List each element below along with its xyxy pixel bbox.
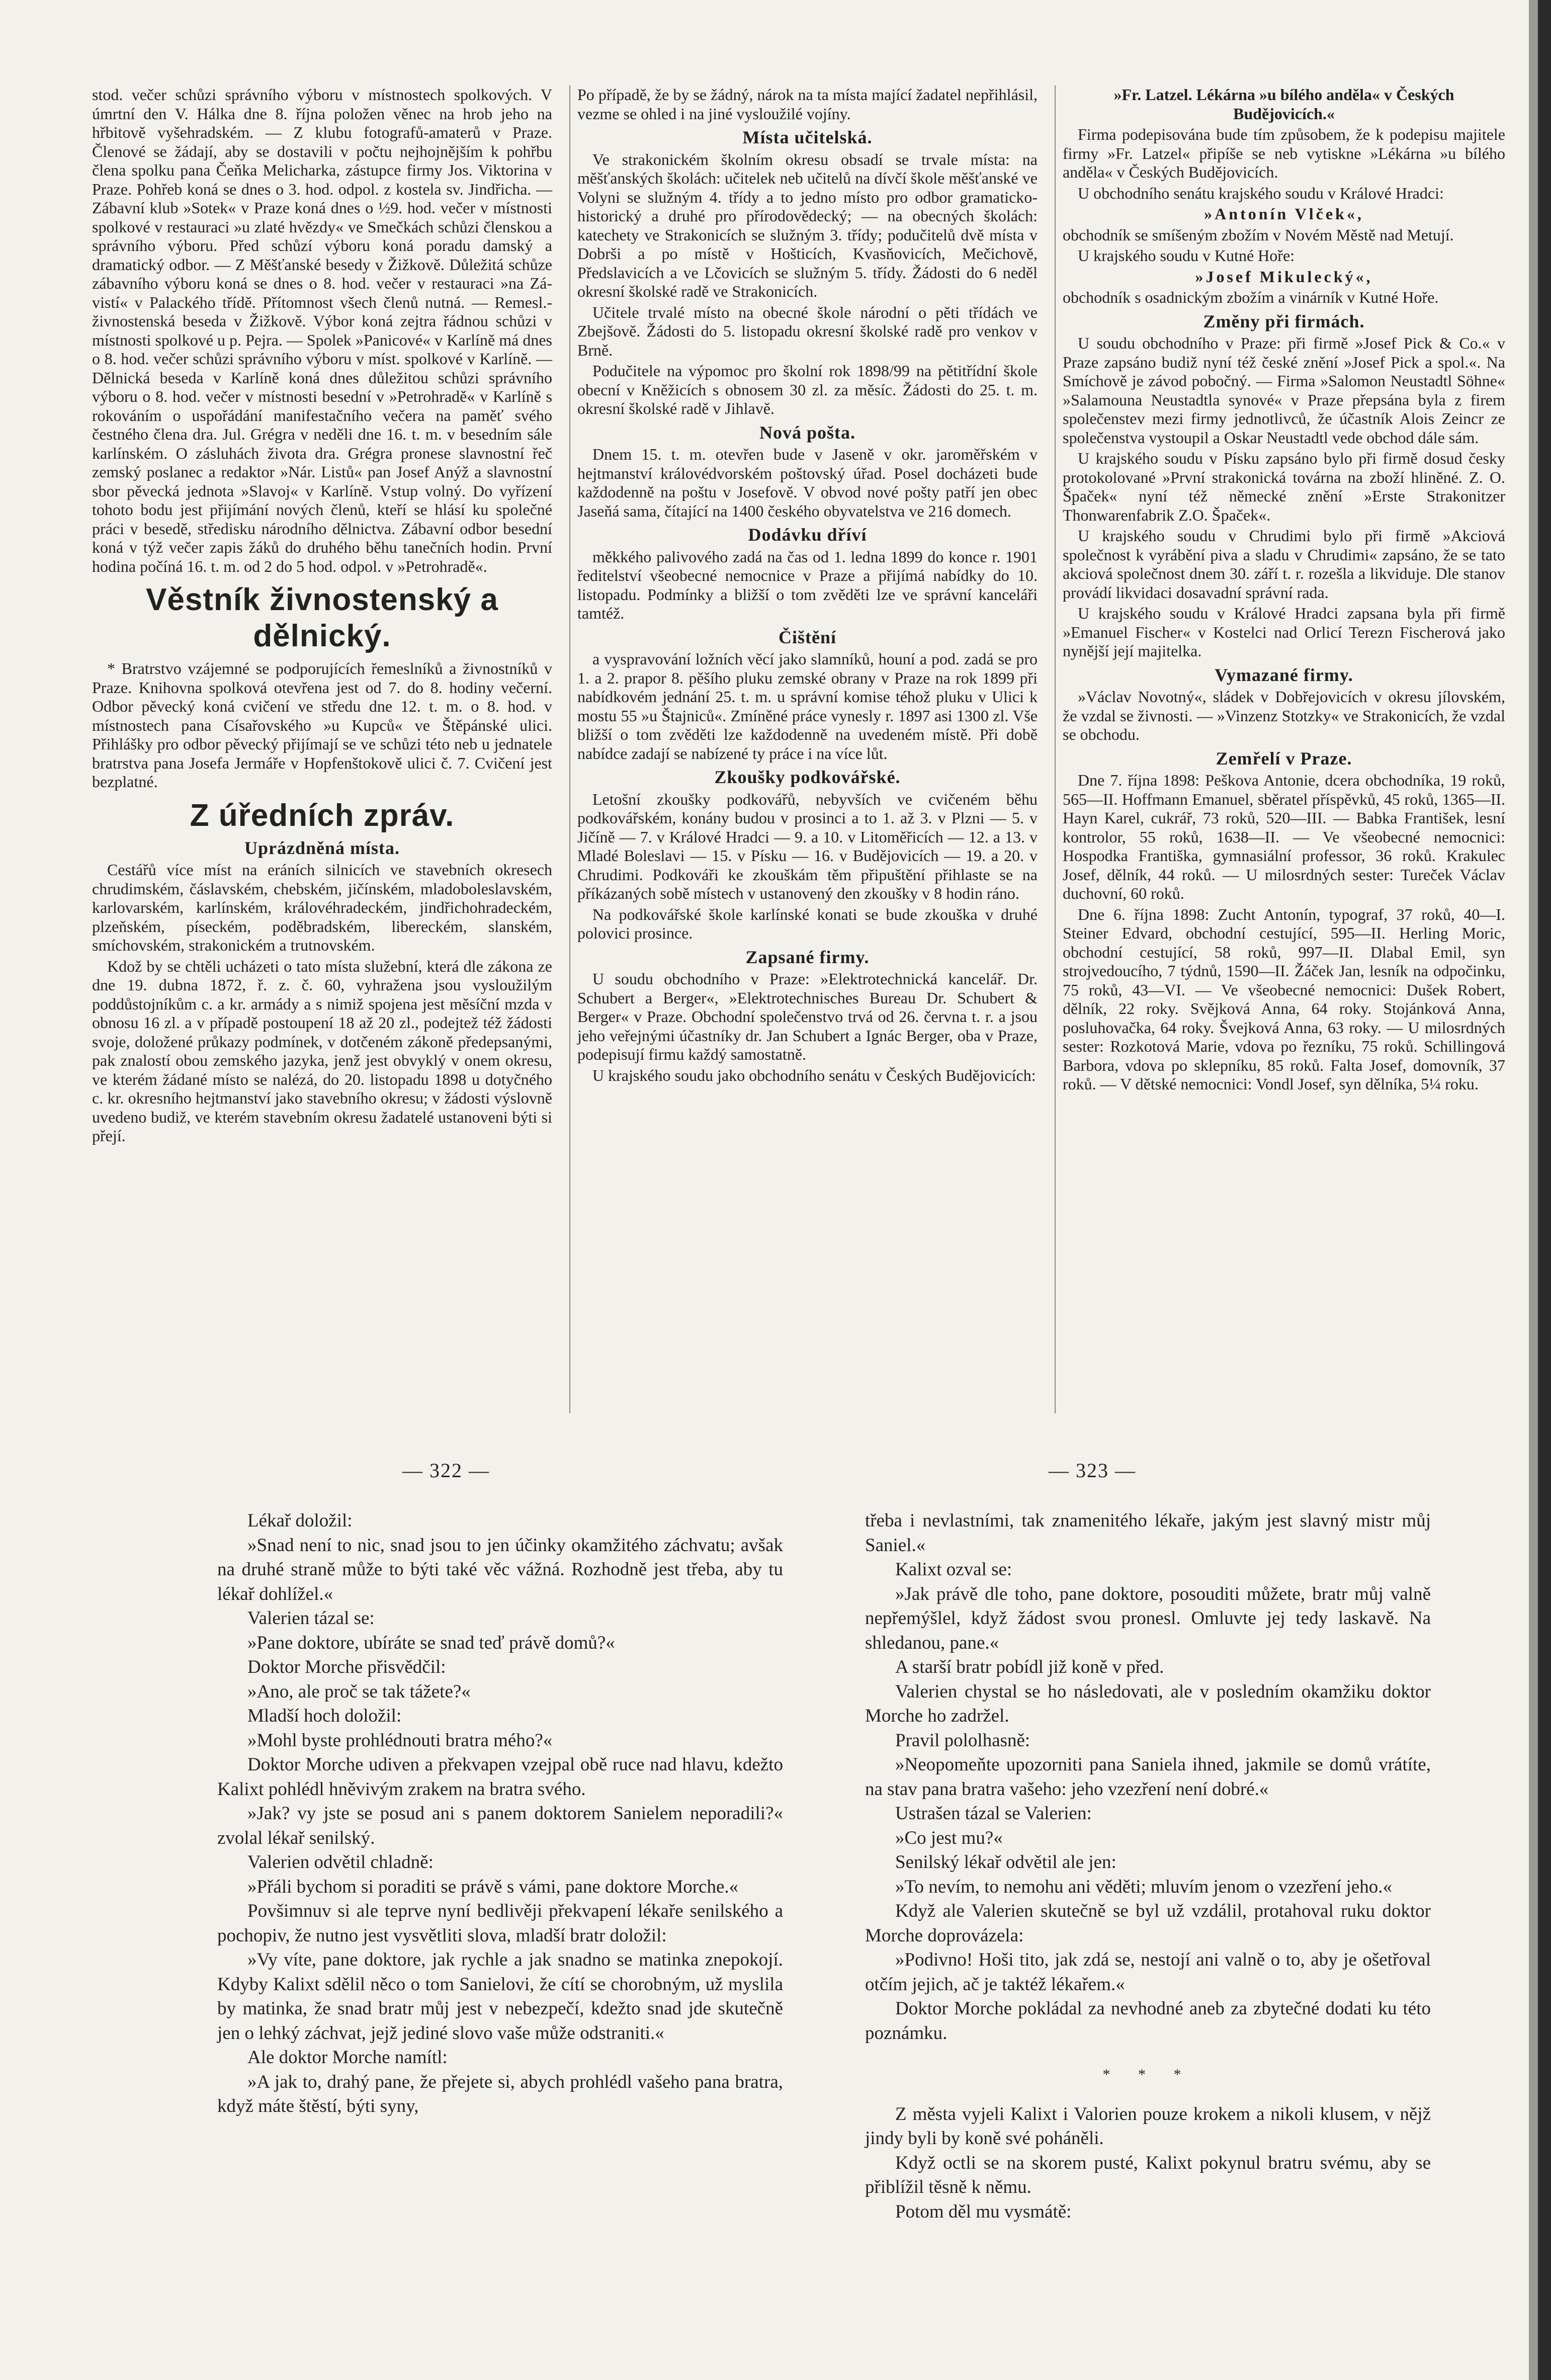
novel-right-line: Kalixt ozval se: (895, 1559, 1012, 1580)
novel-right-line: »To nevím, to nemohu ani věděti; mluvím jenom o vzezření jeho.« (895, 1876, 1392, 1897)
novel-left-line: »Přáli bychom si poraditi se právě s vámi, pane doktore Morche.« (247, 1876, 739, 1897)
page-edge (1538, 0, 1551, 2380)
novel-left-line: Ale doktor Morche namítl: (247, 2047, 448, 2068)
col3-paragraph-10: U krajského soudu v Písku zapsáno bylo při firmě dosud česky protokolované »První strakonická továrna na zboží hliněné. Z. O. Špaček« nyní též německé znění »Erste Strakonitzer Thonwarenfabrik Z.O. Špaček«. (1063, 449, 1505, 524)
col3-heading-vymazane: Vymazané firmy. (1215, 664, 1353, 685)
novel-right-line: Valerien chystal se ho následovati, ale v posledním okamžiku doktor Morche ho zadržel. (865, 1681, 1431, 1726)
col3-firm-mikulecky: »Josef Mikulecký«, (1195, 267, 1373, 286)
col2-paragraph-5: Dnem 15. t. m. otevřen bude v Jaseně v okr. jaroměřském v hejtmanství královédvorském poštovský úřad. Posel docházeti bude každodenně na poštu v Josefově. V obvod nové pošty patří jen obec Jaseňá sama, čítající na 1400 českého obyvatelstva ve 216 domech. (577, 445, 1038, 520)
novel-left-line: Povšimnuv si ale teprve nyní bedlivěji překvapení lékaře senilského a pochopiv, že nutno jest vysvětliti slova, mladší bratr doložil: (217, 1901, 783, 1946)
col3-paragraph-14: Dne 7. října 1898: Peškova Antonie, dcera obchodníka, 19 roků, 565—II. Hoffmann Emanuel, sběratel příspěvků, 45 roků, 1365—II. Hayn Karel, cukrář, 73 roků, 520—III. — Babka František, lesní kontrolor, 55 roků, 1638—II. — Ve všeobecné nemocnici: Hospodka Františka, gymnasiální professor, 36 roků. Krakulec Josef, dělník, 44 roků. — U milosrdných sester: Tureček Václav duchovní, 60 roků. (1063, 771, 1505, 902)
col2-paragraph-11: U krajského soudu jako obchodního senátu v Českých Budějovicích: (592, 1066, 1036, 1084)
col2-paragraph-3: Učitele trvalé místo na obecné škole národní o pěti třídách ve Zbejšově. Žádosti do 5. listopadu okresní školské radě pro venkov v Brně. (577, 303, 1038, 359)
col3-paragraph-5: obchodník se smíšeným zbožím v Novém Městě nad Metují. (1063, 225, 1454, 244)
col2-heading-firmy: Zapsané firmy. (745, 947, 870, 967)
novel-column-left (217, 1509, 783, 2119)
col2-paragraph-9: Na podkovářské škole karlínské konati se bude zkouška v druhé polovici prosince. (577, 905, 1038, 942)
col3-paragraph-8: obchodník s osadnickým zbožím a vinárník v Kutné Hoře. (1063, 288, 1439, 306)
col2-paragraph-8: Letošní zkoušky podkovářů, nebyvších ve cvičeném běhu podkovářském, konány budou v prosinci a to 1. až 3. v Plzni — 5. v Jičíně — 7. v Králové Hradci — 9. a 10. v Litoměřicích — 12. a 13. v Mladé Boleslavi — 15. v Písku — 16. v Budějovicích — 19. a 20. v Chrudimi. Podkováři ke zkouškám těm připuštění přihlaste se na příkázaných sobě místech v ustanovený den zkoušky v 8 hodin ráno. (577, 790, 1038, 902)
col2-heading-cisteni: Čištění (779, 627, 836, 647)
novel-left-line: »A jak to, drahý pane, že přejete si, abych prohlédl vašeho pana bratra, když máte štěstí, býti syny, (217, 2071, 783, 2116)
col2-paragraph-2: Ve strakonickém školním okresu obsadí se trvale místa: na měšťanských školách: učitelek neb učitelů na dívčí škole měšťanské ve Volyni se služným 4. třídy a to jedno místo pro odbor gramaticko-historický a druhé pro přírodovědecký; — na obecných školách: katechety ve Strakonicích se služným 3. třídy; podučitelů dvě místa v Dobrši a po místě v Hošticích, Kvasňovicích, Mečichově, Předslavicích a ve Lčovicích se služným 5. třídy. Žádosti do 6 neděl okresní školské radě ve Strakonicích. (577, 150, 1038, 300)
novel-left-line: »Pane doktore, ubíráte se snad teď právě domů?« (247, 1632, 615, 1653)
novel-left-line: Valerien tázal se: (247, 1608, 375, 1629)
novel-right-line: Když ale Valerien skutečně se byl už vzdálil, protahoval ruku doktor Morche doprovázela: (865, 1901, 1431, 1946)
col3-paragraph-15: Dne 6. října 1898: Zucht Antonín, typograf, 37 roků, 40—I. Steiner Edvard, obchodní cestující, 595—II. Herling Moric, obchodní cestující, 58 roků, 997—II. Dlabal Emil, syn strojvedoucího, 7 týdnů, 1590—II. Žáček Jan, lesník na odpočinku, 75 roků, 43—VI. — Ve všeobecné nemocnici: Dušek Robert, dělník, 22 roky. Svějková Anna, 64 roky. Stojánková Anna, posluhovačka, 64 roky. Švejková Anna, 63 roky. — U milosrdných sester: Rozkotová Marie, vdova po řezníku, 75 roků. Schillingová Barbora, vdova po sklepníku, 85 roků. Falta Josef, domovník, 37 roků. — V dětské nemocnici: Vondl Josef, syn dělníka, 5¼ roku. (1063, 905, 1505, 1093)
column-divider-2 (1055, 86, 1056, 1413)
novel-right-line: Z města vyjeli Kalixt i Valorien pouze krokem a nikoli klusem, v nějž jindy byli by koně své poháněli. (865, 2103, 1431, 2149)
novel-right-line: »Jak právě dle toho, pane doktore, posouditi můžete, bratr můj valně nepřemýšlel, když žádost svou pronesl. Omluvte jej tedy laskavě. Na shledanou, pane.« (865, 1583, 1431, 1653)
col1-heading-zprav: Z úředních zpráv. (190, 798, 455, 833)
col2-paragraph-1: Po případě, že by se žádný, nárok na ta místa mající žadatel nepřihlásil, vezme se ohled i na jiné vysloužilé vojíny. (577, 86, 1038, 123)
novel-right-line: třeba i nevlastními, tak znamenitého lékaře, jakým jest slavný mistr můj Saniel.« (865, 1510, 1431, 1556)
col2-paragraph-10: U soudu obchodního v Praze: »Elektrotechnická kancelář. Dr. Schubert a Berger«, »Elektrotechnisches Bureau Dr. Schubert & Berger« v Praze. Obchodní společenstvo trvá od 26. června t. r. a jsou jeho veřejnými účastníky dr. Jan Schubert a Ignác Berger, oba v Praze, podepisují firmu každý samostatně. (577, 970, 1038, 1063)
col3-paragraph-2: Firma podepisována bude tím způsobem, že k podepisu majitele firmy »Fr. Latzel« připíše se neb vytiskne »Lékárna »u bílého anděla« v Českých Budějovicích. (1063, 125, 1505, 181)
col2-heading-posta: Nová pošta. (759, 422, 856, 443)
col3-paragraph-6: U krajského soudu v Kutné Hoře: (1078, 246, 1295, 265)
novel-right-line: »Podivno! Hoši tito, jak zdá se, nestojí ani valně o to, aby je ošetřoval otčím jejich, ač je taktéž lékařem.« (865, 1949, 1431, 1995)
col3-heading-zmeny: Změny při firmách. (1203, 311, 1365, 331)
column-divider-1 (569, 86, 570, 1413)
novel-right-line: A starší bratr pobídl již koně v před. (895, 1657, 1164, 1677)
novel-right-line: Doktor Morche pokládal za nevhodné aneb za zbytečné dodati ku této poznámku. (865, 1998, 1431, 2044)
col1-paragraph-4: Kdož by se chtěli ucházeti o tato místa služební, která dle zákona ze dne 19. dubna 1872, ř. z. č. 60, vyhražena jsou vysloužilým poddůstojníkům c. a kr. armády a s nimiž spojena jest měsíční mzda v obnosu 16 zl. a v případě postoupení 18 až 20 zl., podejtež též žádosti svoje, doložené průkazy podmínek, v dotčeném zákoně předepsanými, pak znalostí obou zemského jazyka, jenž jest obvyklý v onem okresu, ve kterém žádané místo se nalézá, do 20. listopadu 1898 u dotyčného c. kr. okresního hejtmanství jako stavebního okresu; v žádosti výslovně uvedeno budiž, ve kterém stavebním okresu žadatelé ustanoveni býti si přejí. (92, 957, 552, 1145)
col2-paragraph-7: a vyspravování ložních věcí jako slamníků, houní a pod. zadá se pro 1. a 2. prapor 8. pěšího pluku zemské obrany v Praze na rok 1899 při nabídkovém jednání 25. t. m. u správní komise téhož pluku v Ulici k mostu 55 »u Štajniců«. Zmíněné práce vynesly r. 1897 asi 1300 zl. Vše bližší o tom zvěděti lze každodenně na uvedeném místě. Při době nabídce zadají se nabízené ty práce i na více lůt. (577, 650, 1038, 762)
novel-right-line: »Neopomeňte upozorniti pana Saniela ihned, jakmile se domů vrátíte, na stav pana bratra vašeho: jeho vzezření není dobré.« (865, 1754, 1431, 1800)
novel-left-line: Lékař doložil: (247, 1510, 353, 1531)
novel-left-line: Valerien odvětil chladně: (247, 1852, 434, 1873)
novel-right-line: Ustrašen tázal se Valerien: (895, 1803, 1092, 1824)
novel-right-line: Senilský lékař odvětil ale jen: (895, 1852, 1116, 1873)
section-break-stars: * * * (1102, 2066, 1193, 2083)
page-number-left: — 322 — (402, 1459, 490, 1482)
page-number-right: — 323 — (1049, 1459, 1136, 1482)
novel-left-line: Doktor Morche udiven a překvapen vzejpal obě ruce nad hlavu, kdežto Kalixt pohlédl hněvivým zrakem na bratra svého. (217, 1754, 783, 1800)
novel-left-line: »Vy víte, pane doktore, jak rychle a jak snadno se matinka znepokojí. Kdyby Kalixt sdělil něco o tom Sanielovi, že cítí se chorobným, už myslila by matinka, že snad bratr můj jest v nebezpečí, kdežto snad jde skutečně jen o lehký záchvat, jejž jediné slovo vaše může odstraniti.« (217, 1949, 783, 2044)
novel-left-line: Doktor Morche přisvědčil: (247, 1657, 446, 1677)
novel-right-line: Když octli se na skorem pusté, Kalixt pokynul bratru svému, aby se přiblížil těsně k němu. (865, 2152, 1431, 2197)
novel-right-line: Potom děl mu vysmátě: (895, 2201, 1072, 2222)
col3-firm-vlcek: »Antonín Vlček«, (1204, 205, 1364, 223)
col3-heading-zemreli: Zemřelí v Praze. (1216, 748, 1352, 769)
novel-column-right (865, 1509, 1431, 2224)
col1-paragraph-2: * Bratrstvo vzájemné se podporujících řemeslníků a živnostníků v Praze. Knihovna spolková otevřena jest od 7. do 8. hodiny večerní. Odbor pěvecký koná cvičení ve středu dne 12. t. m. o 8. hod. v místnostech pana Císařovského »u Kupců« ve Štěpánské ulici. Přihlášky pro odbor pěvecký přijímají se ve schůzi této neb u jednatele bratrstva pana Josefa Jermáře v Hopfenštokově ulici č. 7. Cvičení jest bezplatné. (92, 659, 552, 791)
col1-subheading: Uprázdněná místa. (244, 837, 400, 858)
novel-right-line: Pravil pololhasně: (895, 1730, 1030, 1751)
novel-left-line: »Snad není to nic, snad jsou to jen účinky okamžitého záchvatu; avšak na druhé straně může to býti také věc vážná. Rozhodně jest třeba, aby tu lékař dohlížel.« (217, 1535, 783, 1604)
column-1 (92, 86, 552, 1148)
col2-heading-ucitelska: Místa učitelská. (742, 127, 873, 147)
col1-paragraph-3: Cestářů více míst na eráních silnicích ve stavebních okresech chrudimském, čáslavském, chebském, jičínském, mladoboleslavském, karlovarském, karlínském, královéhradeckém, jindřichohradeckém, plzeňském, píseckém, poděbradském, libereckém, slanském, smíchovském, strakonickém a trutnovském. (92, 861, 552, 954)
col2-paragraph-6: měkkého palivového zadá na čas od 1. ledna 1899 do konce r. 1901 ředitelství všeobecné nemocnice v Praze a přijímá nabídky do 10. listopadu. Podmínky a bližší o tom zvěděti lze ve správní kanceláři tamtéž. (577, 547, 1038, 622)
col1-heading-vestnik: Věstník živnostenský a dělnický. (146, 582, 498, 653)
col3-paragraph-3: U obchodního senátu krajského soudu v Králové Hradci: (1078, 184, 1444, 202)
novel-left-line: »Mohl byste prohlédnouti bratra mého?« (247, 1730, 553, 1751)
novel-right-line: »Co jest mu?« (895, 1827, 1003, 1848)
col3-paragraph-1: »Fr. Latzel. Lékárna »u bílého anděla« v Českých Budějovicích.« (1113, 86, 1454, 123)
novel-left-line: »Ano, ale proč se tak tážete?« (247, 1681, 471, 1702)
novel-left-line: Mladší hoch doložil: (247, 1706, 402, 1726)
col3-paragraph-12: U krajského soudu v Králové Hradci zapsana byla při firmě »Emanuel Fischer« v Kostelci nad Orlicí Terezn Fischerová jako nynější její majitelka. (1063, 604, 1505, 660)
column-3 (1063, 86, 1505, 1096)
col3-paragraph-13: »Václav Novotný«, sládek v Dobřejovicích v okresu jílovském, že vzdal se živnosti. — »Vinzenz Stotzky« ve Strakonicích, že vzdal se obchodu. (1063, 688, 1505, 743)
col1-paragraph-1: stod. večer schůzi správního výboru v místnostech spolkových. V úmrtní den V. Hálka dne 8. října položen věnec na hrob jeho na hřbitově vyšehradském. — Z klubu fotografů-amaterů v Praze. Členové se žádají, aby se dostavili v počtu nejhojnějším k pohřbu člena spolku pana Čeňka Melicharka, zástupce firmy Jos. Viktorina v Praze. Pohřeb koná se dnes o 3. hod. odpol. z kostela sv. Jindřicha. — Zábavní klub »Sotek« v Praze koná dnes o ½9. hod. večer v místnosti spolkové v restauraci »u zlaté hvězdy« ve Smečkách schůzi členskou a správního výboru. Před schůzí výboru koná poradu damský a dramatický odbor. — Z Měšťanské besedy v Žižkově. Důležitá schůze zábavního výboru koná se dnes o 8. hod. večer v restauraci »na Zá-vistí« v Palackého třídě. Přítomnost všech členů nutná. — Remesl.-živnostenská beseda v Žižkově. Výbor koná zejtra řádnou schůzi v místnosti spolkové u p. Pejra. — Spolek »Panicové« v Karlíně má dnes o 8. hod. večer schůzi správního výboru v míst. spolkové v Karlíně. — Dělnická beseda v Karlíně koná dnes důležitou schůzi správního výboru o 8. hod. večer v místnosti besední v »Petrohradě« v Karlíně s rokováním o uspořádání manifestačního večera na paměť svého čestného člena dra. Jul. Grégra v neděli dne 16. t. m. v besedním sále karlínském. O zásluhách života dra. Grégra pronese slavnostní řeč zemský poslanec a redaktor »Nár. Listů« pan Josef Anýž a slavnostní sbor pěvecká jednota »Slavoj« v Karlíně. Vstup volný. Do vyřízení tohoto bodu jest přijímání nových členů, kteří se hlásí ku společné práci v besedě, středisku národního dělnictva. Zábavní odbor besední koná v týž večer zapis žáků do druhého běhu tanečních hodin. První hodina počíná 16. t. m. od 2 do 5 hod. odpol. v »Petrohradě«. (92, 86, 552, 575)
col3-paragraph-9: U soudu obchodního v Praze: při firmě »Josef Pick & Co.« v Praze zapsáno budiž nyní též české znění »Josef Pick a spol.«. Na Smíchově je závod pobočný. — Firma »Salomon Neustadtl Söhne« »Salamouna Neustadtla synové« v Praze přepsána byla z firem společenstev mezi firmy jednotlivců, že účastník Alois Zeincr ze společenstva vystoupil a Oskar Neustadtl vede obchod dále sám. (1063, 334, 1505, 447)
novel-left-line: »Jak? vy jste se posud ani s panem doktorem Sanielem neporadili?« zvolal lékař senilský. (217, 1803, 783, 1848)
column-2 (577, 86, 1038, 1087)
col2-paragraph-4: Podučitele na výpomoc pro školní rok 1898/99 na pětitřídní škole obecní v Kněžicích s obnosem 30 zl. za měsíc. Žádosti do 25. t. m. okresní školské radě v Jihlavě. (577, 362, 1038, 417)
col2-heading-zkousky: Zkoušky podkovářské. (714, 767, 901, 787)
col2-heading-drivi: Dodávku dříví (748, 525, 867, 545)
col3-paragraph-11: U krajského soudu v Chrudimi bylo při firmě »Akciová společnost k vyrábění piva a sladu v Chrudimi« zapsáno, že se tato akciová společnost dnem 30. září t. r. rozešla a likviduje. Dle stanov provádí likvidaci dosavadní správní rada. (1063, 527, 1505, 602)
page-edge-shadow (1529, 0, 1538, 2380)
